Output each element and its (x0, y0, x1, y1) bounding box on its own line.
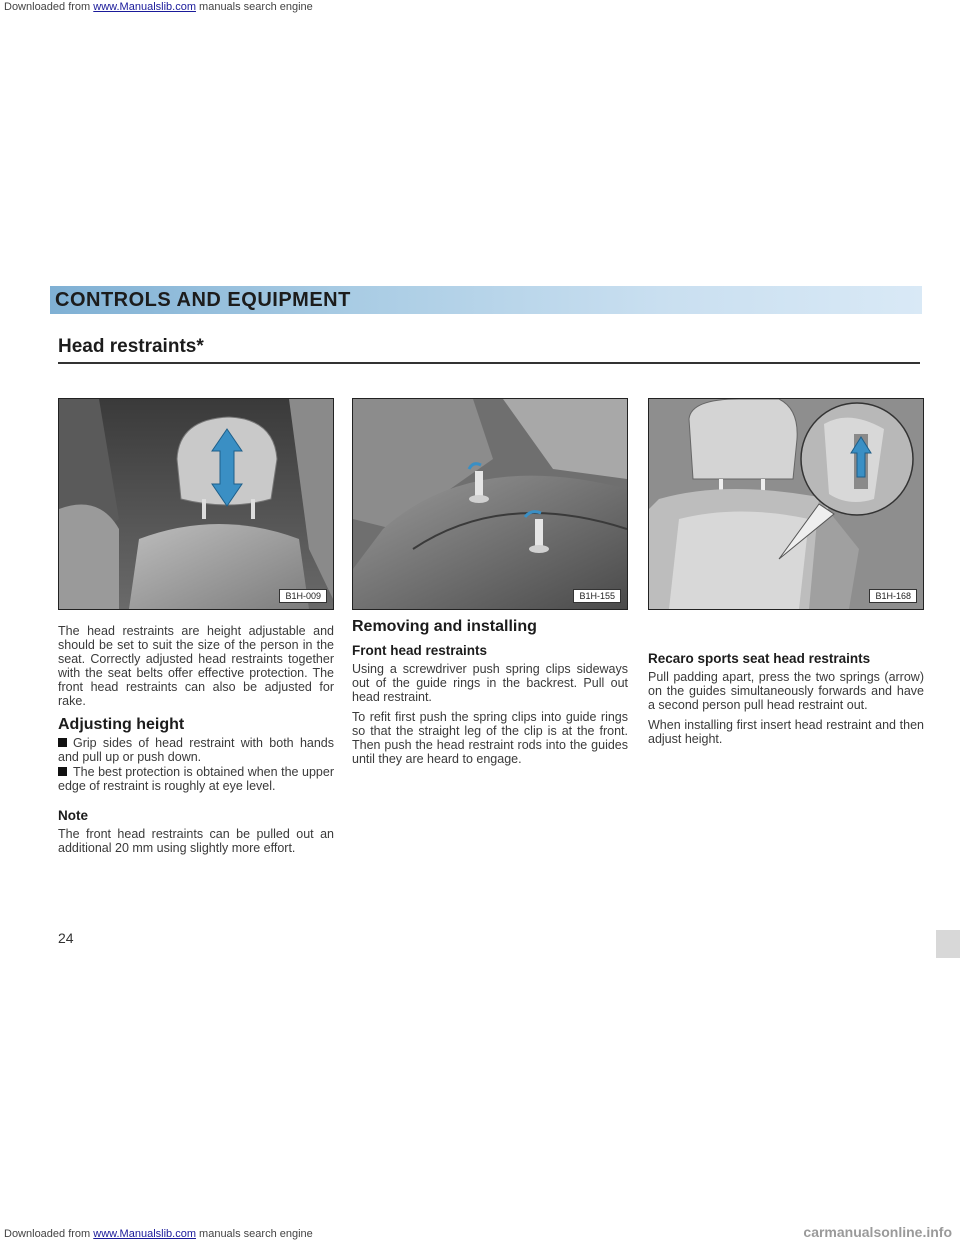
figure-guide-rings (352, 398, 628, 610)
bullet-item-2 (58, 765, 334, 793)
edge-tab-marker (936, 930, 960, 958)
headrest-height-illustration (59, 399, 333, 609)
guide-rings-illustration (353, 399, 627, 609)
figure-headrest-height (58, 398, 334, 610)
figure-recaro-seat (648, 398, 924, 610)
header-suffix: manuals search engine (195, 1, 313, 13)
bullet-text-1: Grip sides of head restraint with both hands and pull up or push down. (58, 736, 334, 764)
column-height-adjustment (58, 624, 334, 861)
page-number: 24 (58, 930, 74, 946)
figure-code: B1H-009 (279, 589, 327, 603)
manualslib-link-top[interactable]: www.Manualslib.com (93, 1, 196, 13)
download-header (0, 0, 960, 14)
column-recaro (648, 652, 924, 752)
column-removing-installing (352, 620, 628, 772)
bullet-text-2: The best protection is obtained when the upper edge of restraint is roughly at eye level. (58, 765, 334, 793)
removing-paragraph: Using a screwdriver push spring clips sideways out of the guide rings in the backrest. Pull out head restraint. (352, 662, 628, 704)
footer-suffix: manuals search engine (195, 1228, 313, 1240)
adjusting-height-heading: Adjusting height (58, 716, 185, 733)
watermark-logo: carmanualsonline.info (803, 1224, 952, 1240)
figure-code: B1H-168 (869, 589, 917, 603)
page-title: Head restraints* (58, 336, 204, 357)
note-paragraph: The front head restraints can be pulled out an additional 20 mm using slightly more effort. (58, 827, 334, 855)
section-title: CONTROLS AND EQUIPMENT (55, 289, 351, 311)
recaro-removal-paragraph: Pull padding apart, press the two springs (arrow) on the guides simultaneously forwards and have a second person pull head restraint out. (648, 670, 924, 712)
refit-paragraph: To refit first push the spring clips into guide rings so that the straight leg of the clip is at the front. Then push the head restraint rods into the guides until they are heard to engage. (352, 710, 628, 766)
note-heading: Note (58, 808, 88, 823)
front-restraints-subheading: Front head restraints (352, 643, 488, 658)
recaro-install-paragraph: When installing first insert head restraint and then adjust height. (648, 718, 924, 746)
intro-paragraph: The head restraints are height adjustable and should be set to suit the size of the person in the seat. Correctly adjusted head restraints together with the seat belts offer effective protection. The front head restraints can also be adjusted for rake. (58, 624, 334, 708)
recaro-subheading: Recaro sports seat head restraints (648, 651, 871, 666)
figure-code: B1H-155 (573, 589, 621, 603)
bullet-item-1 (58, 736, 334, 764)
bullet-square-icon (58, 767, 67, 776)
footer-prefix: Downloaded from (4, 1228, 94, 1240)
manualslib-link-bottom[interactable]: www.Manualslib.com (93, 1228, 196, 1240)
removing-installing-heading: Removing and installing (352, 618, 537, 635)
bullet-square-icon (58, 738, 67, 747)
header-prefix: Downloaded from (4, 1, 94, 13)
title-divider (58, 362, 920, 364)
recaro-seat-illustration (649, 399, 923, 609)
